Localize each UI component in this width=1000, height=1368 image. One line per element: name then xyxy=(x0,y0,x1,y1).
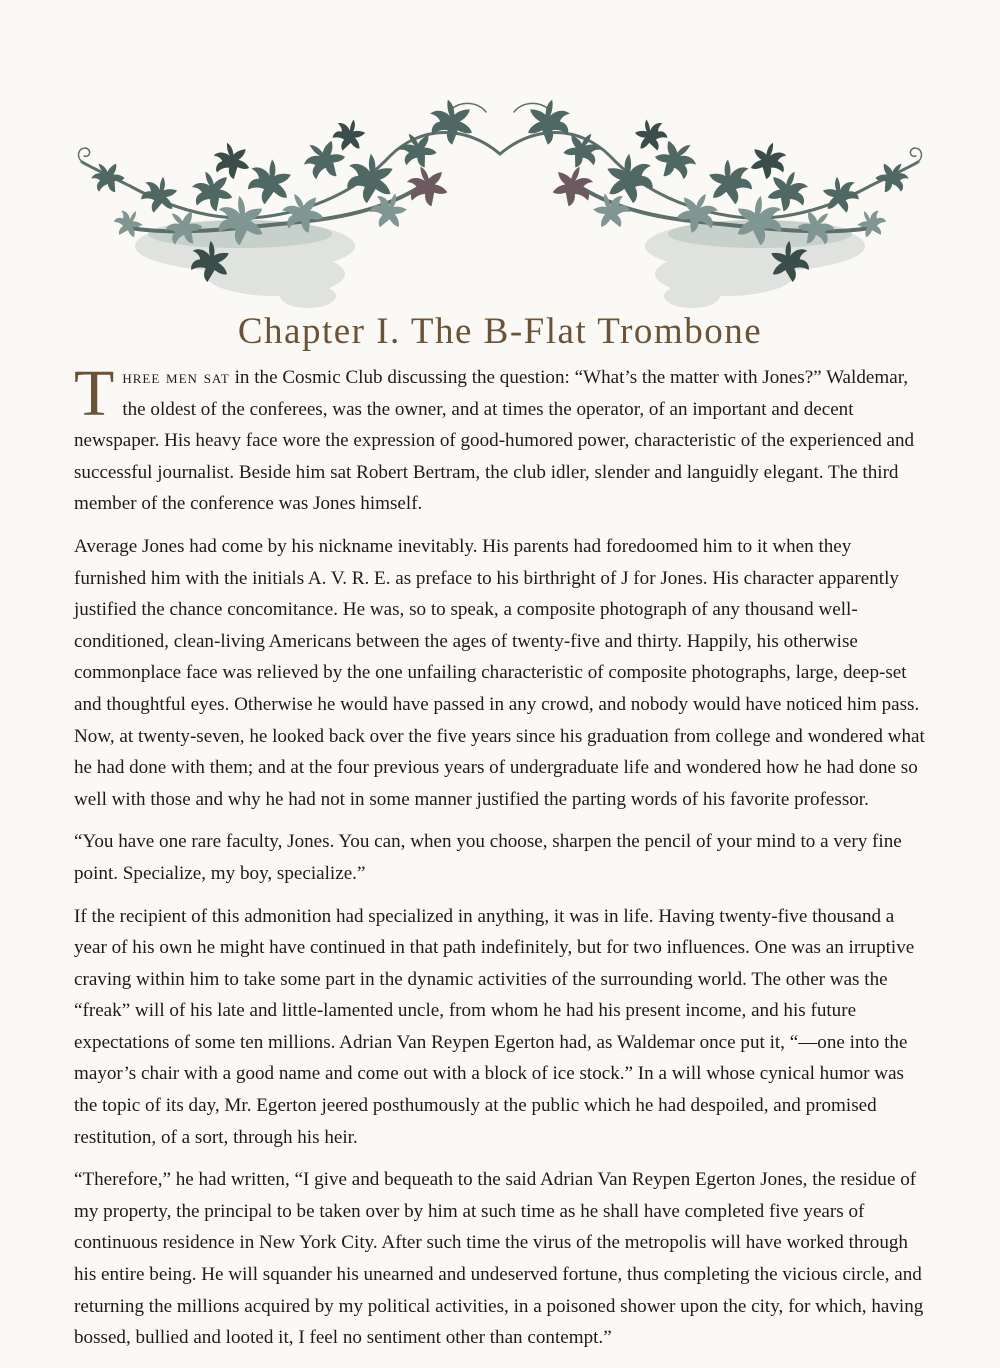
paragraph-3: “You have one rare faculty, Jones. You can, when you choose, sharpen the pencil of your mind to a very fine point. Specialize, my boy, specialize.” xyxy=(74,831,902,884)
chapter-title: Chapter I. The B-Flat Trombone xyxy=(237,311,763,352)
small-caps-lead-in: hree men sat xyxy=(122,367,230,388)
paragraph-4: If the recipient of this admonition had specialized in anything, it was in life. Having twenty-five thousand a year of his own he might have continued in that path indefinitely, but for two influences. One was an irruptive craving within him to take some part in the dynamic activities of the surrounding world. The other was the “freak” will of his late and little-lamented uncle, from whom he had his present income, and his future expectations of some ten millions. Adrian Van Reypen Egerton had, as Waldemar once put it, “—one into the mayor’s chair with a good name and come out with a block of ice stock.” In a will whose cynical humor was the topic of its day, Mr. Egerton jeered posthumously at the public which he had despoiled, and promised restitution, of a sort, through his heir. xyxy=(74,905,915,1148)
paragraph-1 xyxy=(74,357,926,520)
drop-cap: T xyxy=(74,357,115,430)
ivy-vine-ornament xyxy=(70,96,930,314)
paragraph-2: Average Jones had come by his nickname inevitably. His parents had foredoomed him to it when they furnished him with the initials A. V. R. E. as preface to his birthright of J for Jones. His character apparently justified the chance concomitance. He was, so to speak, a composite photograph of any thousand well-conditioned, clean-living Americans between the ages of twenty-five and thirty. Happily, his otherwise commonplace face was relieved by the one unfailing characteristic of composite photographs, large, deep-set and thoughtful eyes. Otherwise he would have passed in any crowd, and nobody would have noticed him pass. Now, at twenty-seven, he looked back over the five years since his graduation from college and wondered what he had done with them; and at the four previous years of undergraduate life and wondered how he had done so well with those and why he had not in some manner justified the parting words of his favorite professor. xyxy=(74,535,925,810)
paragraph-5: “Therefore,” he had written, “I give and bequeath to the said Adrian Van Reypen Egerton Jones, the residue of my property, the principal to be taken over by him at such time as he shall have completed five years of continuous residence in New York City. After such time the virus of the metropolis will have worked through his entire being. He will squander his unearned and undeserved fortune, thus completing the vicious circle, and returning the millions acquired by my political activities, in a poisoned shower upon the city, for which, having bossed, bullied and looted it, I feel no sentiment other than contempt.” xyxy=(74,1169,924,1349)
paragraph-1-text: in the Cosmic Club discussing the question: “What’s the matter with Jones?” Waldemar, the oldest of the conferees, was the owner, and at times the operator, of an important and decent newspaper. His heavy face wore the expression of good-humored power, characteristic of the experienced and successful journalist. Beside him sat Robert Bertram, the club idler, slender and languidly elegant. The third member of the conference was Jones himself. xyxy=(74,367,915,515)
chapter-body xyxy=(74,357,926,1365)
